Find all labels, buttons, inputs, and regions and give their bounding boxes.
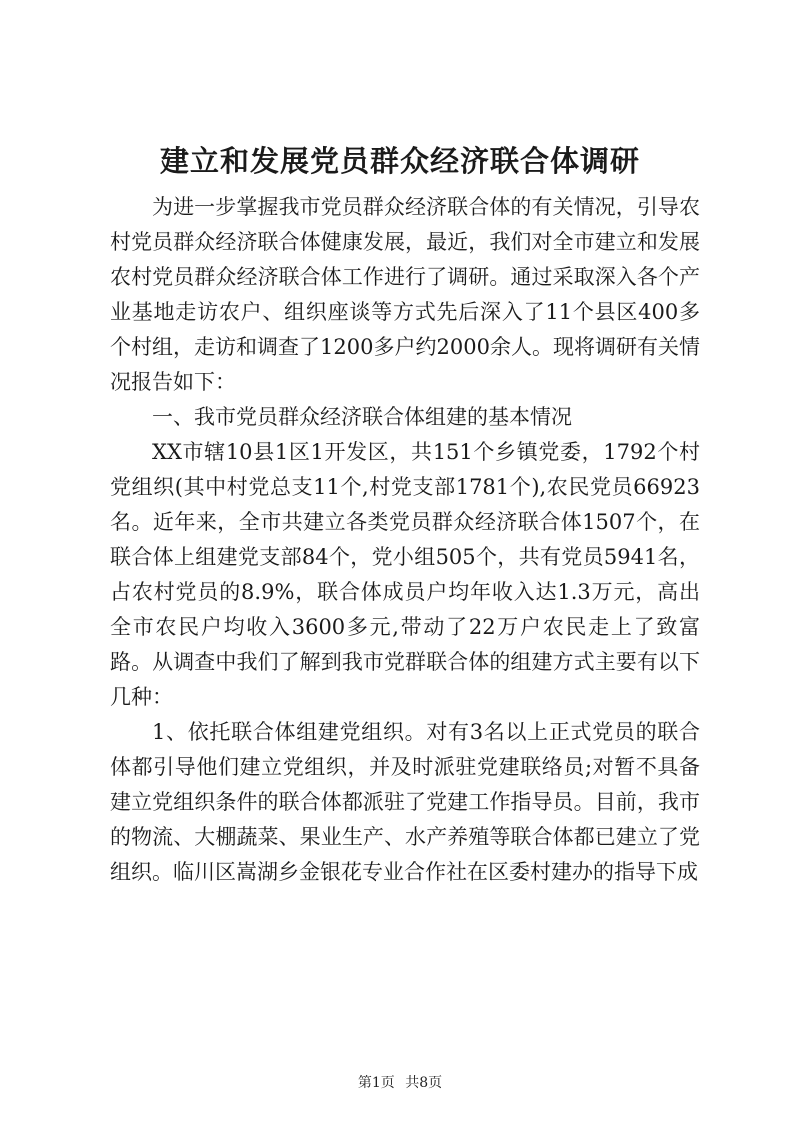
document-body (110, 190, 700, 890)
paragraph-method-1: 1、依托联合体组建党组织。对有3名以上正式党员的联合体都引导他们建立党组织，并及时派驻党建联络员;对暂不具备建立党组织条件的联合体都派驻了党建工作指导员。目前，我市的物流、大棚蔬菜、果业生产、水产养殖等联合体都已建立了党组织。临川区嵩湖乡金银花专业合作社在区委村建办的指导下成 (110, 720, 700, 884)
paragraph-basic-situation: XX市辖10县1区1开发区，共151个乡镇党委，1792个村党组织(其中村党总支11个,村党支部1781个),农民党员66923名。近年来，全市共建立各类党员群众经济联合体1507个，在联合体上组建党支部84个，党小组505个，共有党员5941名，占农村党员的8.9%，联合体成员户均年收入达1.3万元，高出全市农民户均收入3600多元,带动了22万户农民走上了致富路。从调查中我们了解到我市党群联合体的组建方式主要有以下几种： (110, 440, 700, 709)
page-total: 共8页 (405, 1075, 443, 1091)
page-footer (0, 1073, 800, 1093)
paragraph-intro: 为进一步掌握我市党员群众经济联合体的有关情况，引导农村党员群众经济联合体健康发展，最近，我们对全市建立和发展农村党员群众经济联合体工作进行了调研。通过采取深入各个产业基地走访农户、组织座谈等方式先后深入了11个县区400多个村组，走访和调查了1200多户约2000余人。现将调研有关情况报告如下： (110, 195, 700, 394)
page-number: 第1页 (357, 1075, 395, 1091)
section-heading-1: 一、我市党员群众经济联合体组建的基本情况 (152, 405, 572, 429)
document-title: 建立和发展党员群众经济联合体调研 (159, 144, 640, 178)
